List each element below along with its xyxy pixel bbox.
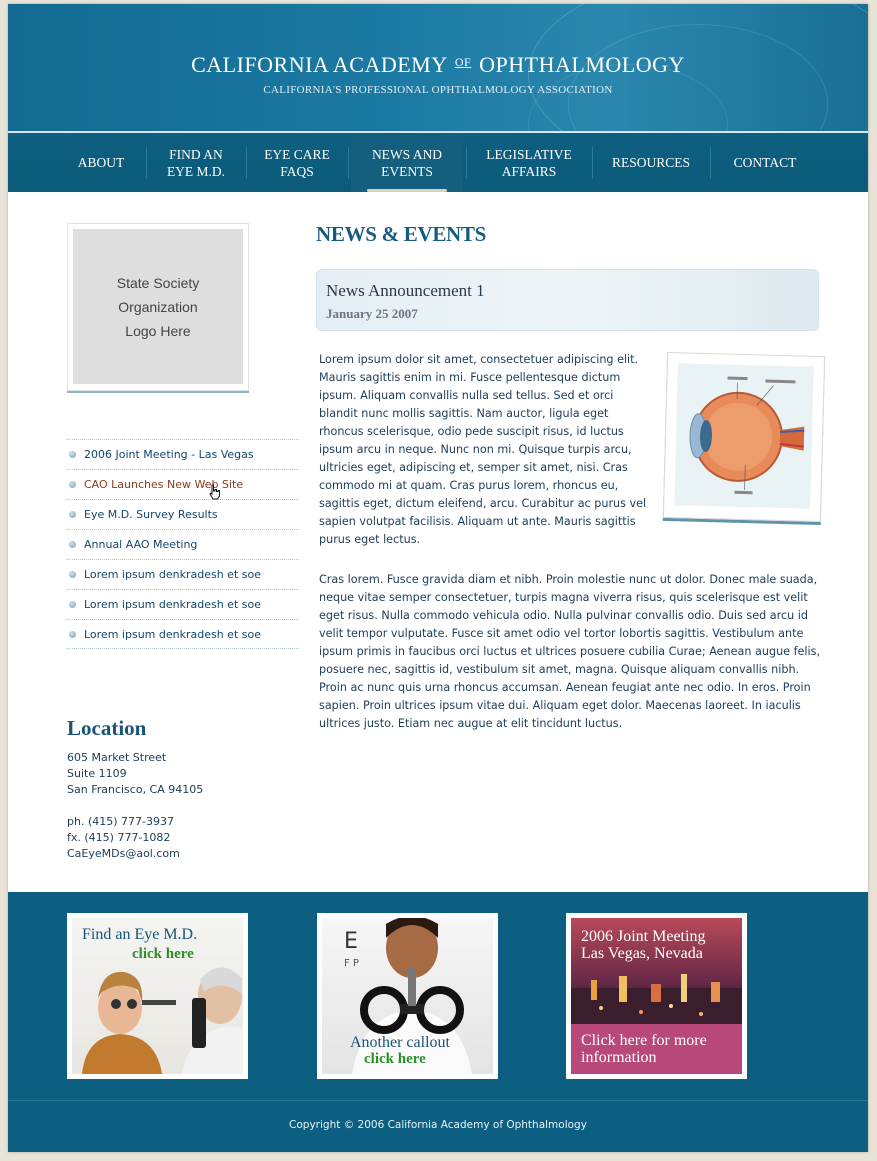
nav-news-events[interactable] <box>351 133 463 192</box>
nav-separator <box>146 147 147 179</box>
site-title-part2: OPHTHALMOLOGY <box>479 52 685 77</box>
sidebar-news-list <box>67 439 299 649</box>
address-suite: Suite 1109 <box>67 767 127 780</box>
joint-meeting-callout[interactable] <box>566 913 747 1079</box>
sidebar-link-label: Lorem ipsum denkradesh et soe <box>84 568 261 581</box>
hand-cursor-icon <box>208 484 222 500</box>
bullet-icon <box>69 631 76 638</box>
article-paragraph-1: Lorem ipsum dolor sit amet, consectetuer adipiscing elit. Mauris sagittis enim in mi. Fusce pellentesque dictum ipsum. Aliquam convallis nulla sed tellus. Sed et orci blandit nunc mollis sagittis. Nam auctor, ligula eget rhoncus scelerisque, odio pede suscipit risus, id luctus ipsum arcu in neque. Nunc non mi. Quisque turpis arcu, ultricies eget, adipiscing et, semper sit amet, nisi. Cras commodo mi at quam. Cras purus lorem, rhoncus eu, sagittis eget, dictum eleifend, arcu. Curabitur ac purus vel sapien volutpat facilisis. Aliquam ut ante. Mauris sagittis purus eget lectus. <box>319 353 647 546</box>
announcement-date: January 25 2007 <box>326 306 418 321</box>
sidebar-link[interactable] <box>67 619 299 649</box>
nav-about[interactable] <box>60 133 142 192</box>
nav-label: NEWS AND EVENTS <box>371 146 443 179</box>
site-title-part1: CALIFORNIA ACADEMY <box>191 52 447 77</box>
site-subtitle: CALIFORNIA'S PROFESSIONAL OPHTHALMOLOGY ASSOCIATION <box>263 84 613 96</box>
sidebar-link-label: Lorem ipsum denkradesh et soe <box>84 627 261 641</box>
page-frame <box>8 4 868 1152</box>
sidebar-link[interactable] <box>67 499 299 529</box>
callout-title: 2006 Joint Meeting Las Vegas, Nevada <box>581 928 706 962</box>
announcement-header <box>316 269 819 331</box>
sidebar-link[interactable] <box>67 559 299 589</box>
nav-contact[interactable] <box>714 133 816 192</box>
bullet-icon <box>69 451 76 458</box>
sidebar-link[interactable] <box>67 439 299 469</box>
bullet-icon <box>69 481 76 488</box>
site-title[interactable] <box>8 52 868 78</box>
sidebar-link-label: Eye M.D. Survey Results <box>84 508 218 521</box>
callout-image <box>322 918 493 1074</box>
callout-title: Find an Eye M.D. <box>82 926 198 943</box>
article-paragraph-2: Cras lorem. Fusce gravida diam et nibh. Proin molestie nunc ut dolor. Donec male suada, neque vitae semper consectetuer, turpis magna viverra risus, quis scelerisque est velit eget risus. Nulla commodo vehicula odio. Nulla pulvinar convallis odio. Duis sed arcu id velit tempor vulputate. Fusce sit amet odio vel tortor lobortis sagittis. Vestibulum ante ipsum primis in faucibus orci luctus et ultrices posuere cubilia Curae; Aenean augue felis, posuere nec, sagittis id, vestibulum sit amet, magna. Quisque aliquam convallis nibh. Proin ac nunc quis urna rhoncus accumsan. Aenean feugiat ante nec odio. In eros. Proin sapien. Proin ultrices ipsum vitae dui. Aliquam eget dolor. Maecenas laoreet. In iaculis ultrices justo. Etiam nec augue at elit tincidunt luctus. <box>319 573 821 730</box>
sidebar-link-label: Annual AAO Meeting <box>84 538 198 551</box>
find-eye-md-callout[interactable] <box>67 913 248 1079</box>
copyright-text: Copyright © 2006 California Academy of Ophthalmology <box>289 1119 587 1131</box>
phone-number: ph. (415) 777-3937 <box>67 815 174 828</box>
announcement-title: News Announcement 1 <box>326 281 485 300</box>
nav-label: LEGISLATIVE AFFAIRS <box>486 146 572 179</box>
page-title: NEWS & EVENTS <box>316 222 486 246</box>
site-footer <box>8 892 868 1152</box>
another-callout[interactable] <box>317 913 498 1079</box>
sidebar-link-label: CAO Launches New Web Site <box>84 478 244 491</box>
nav-label: ABOUT <box>77 155 125 170</box>
bullet-icon <box>69 571 76 578</box>
nav-find-eye-md[interactable] <box>150 133 242 192</box>
nav-separator <box>710 147 711 179</box>
site-header <box>8 4 868 132</box>
location-title: Location <box>67 716 147 740</box>
svg-text:F P: F P <box>344 958 359 969</box>
sidebar-link[interactable] <box>67 469 299 499</box>
address-city: San Francisco, CA 94105 <box>67 783 204 796</box>
bullet-icon <box>69 511 76 518</box>
bullet-icon <box>69 541 76 548</box>
callout-image <box>72 918 243 1074</box>
address-street: 605 Market Street <box>67 751 167 764</box>
nav-separator <box>348 147 349 179</box>
nav-separator <box>246 147 247 179</box>
bullet-icon <box>69 601 76 608</box>
svg-text:E: E <box>344 929 358 954</box>
sidebar-link-label: 2006 Joint Meeting - Las Vegas <box>84 448 254 461</box>
sidebar-link[interactable] <box>67 529 299 559</box>
fax-number: fx. (415) 777-1082 <box>67 831 171 844</box>
nav-separator <box>466 147 467 179</box>
sidebar-link-label: Lorem ipsum denkradesh et soe <box>84 598 261 611</box>
nav-label: FIND AN EYE M.D. <box>166 146 226 179</box>
eye-exam-photo-icon <box>72 918 243 1074</box>
spacer <box>67 798 203 814</box>
sidebar-link[interactable] <box>67 589 299 619</box>
callout-image <box>571 918 742 1074</box>
location-address <box>67 750 203 862</box>
eye-diagram-icon <box>674 363 814 509</box>
callout-link: click here <box>132 946 194 962</box>
nav-label: RESOURCES <box>611 155 691 170</box>
nav-label: CONTACT <box>733 155 797 170</box>
callout-title: Another callout <box>350 1034 450 1051</box>
nav-eye-care-faqs[interactable] <box>250 133 344 192</box>
logo-placeholder: State Society Organization Logo Here <box>73 229 243 384</box>
callout-link: click here <box>364 1051 426 1067</box>
nav-label: EYE CARE FAQS <box>264 146 330 179</box>
callout-link: Click here for more information <box>581 1032 707 1066</box>
nav-separator <box>592 147 593 179</box>
email-link[interactable]: CaEyeMDs@aol.com <box>67 847 180 860</box>
nav-legislative-affairs[interactable] <box>470 133 588 192</box>
main-nav <box>8 133 868 192</box>
nav-resources[interactable] <box>596 133 706 192</box>
site-title-of: OF <box>454 55 472 69</box>
eye-anatomy-image <box>663 352 825 522</box>
footer-divider <box>8 1100 868 1101</box>
state-society-logo <box>67 223 249 391</box>
